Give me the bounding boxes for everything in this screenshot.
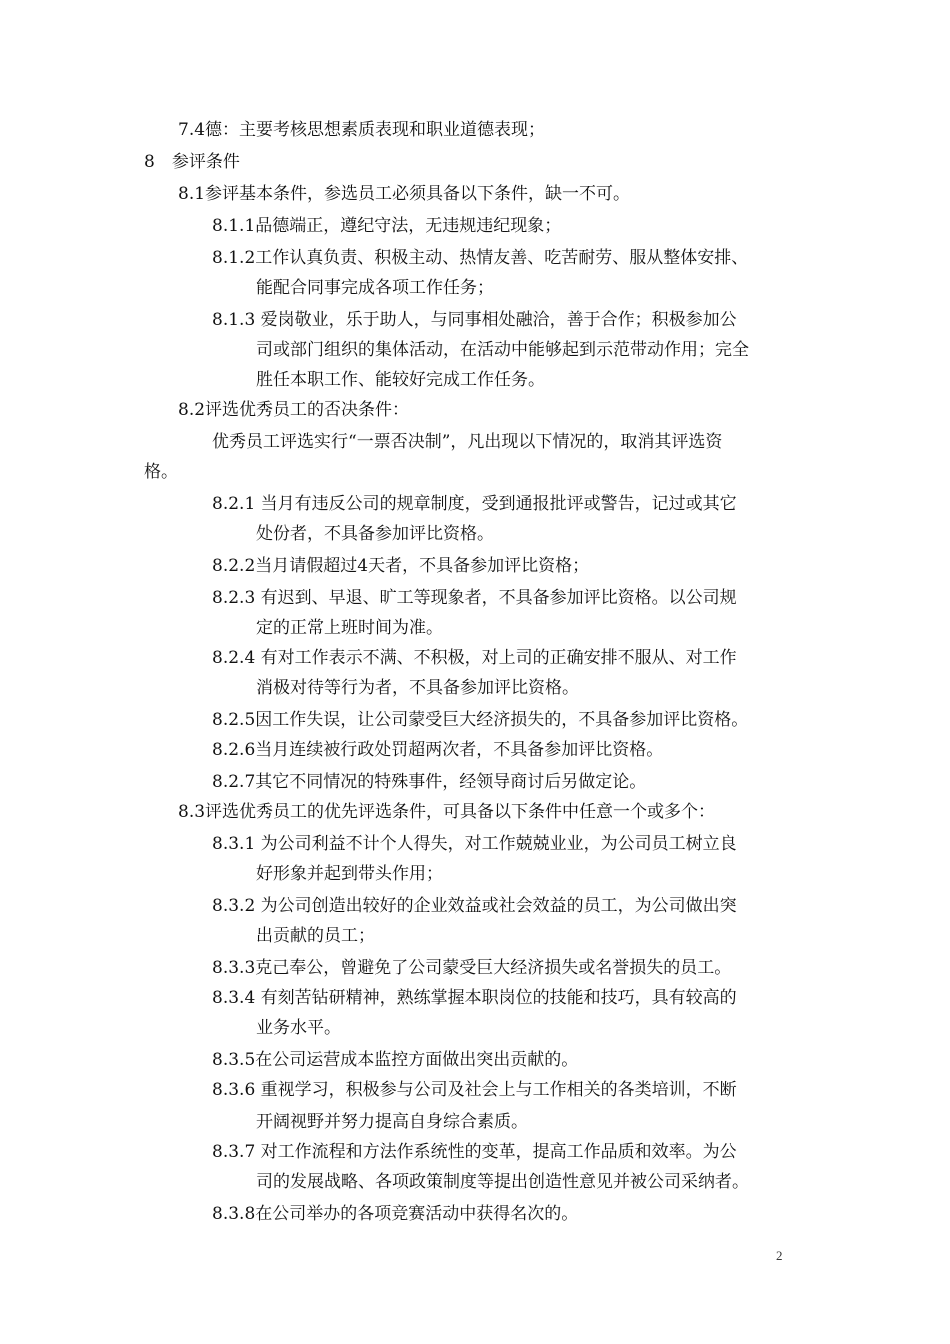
text-line: 8.3.1 为公司利益不计个人得失，对工作兢兢业业，为公司员工树立良 [212, 834, 737, 854]
text-line: 8.2.6当月连续被行政处罚超两次者，不具备参加评比资格。 [212, 740, 664, 760]
text-line: 8.2.2当月请假超过4天者，不具备参加评比资格； [212, 556, 590, 576]
text-line: 定的正常上班时间为准。 [256, 618, 443, 638]
text-line: 司或部门组织的集体活动，在活动中能够起到示范带动作用；完全 [256, 340, 749, 360]
text-line: 8.3.3克己奉公，曾避免了公司蒙受巨大经济损失或名誉损失的员工。 [212, 958, 732, 978]
text-line: 8.1参评基本条件，参选员工必须具备以下条件，缺一不可。 [178, 184, 631, 204]
text-line: 8.2.5因工作失误，让公司蒙受巨大经济损失的，不具备参加评比资格。 [212, 710, 749, 730]
text-line: 7.4德：主要考核思想素质表现和职业道德表现； [178, 120, 546, 140]
text-line: 8.3.2 为公司创造出较好的企业效益或社会效益的员工，为公司做出突 [212, 896, 737, 916]
text-line: 8.2评选优秀员工的否决条件： [178, 400, 410, 420]
text-line: 出贡献的员工； [256, 926, 375, 946]
text-line: 业务水平。 [256, 1018, 341, 1038]
text-line: 8.2.3 有迟到、早退、旷工等现象者，不具备参加评比资格。以公司规 [212, 588, 737, 608]
text-line: 开阔视野并努力提高自身综合素质。 [256, 1112, 528, 1132]
text-line: 8.2.7其它不同情况的特殊事件，经领导商讨后另做定论。 [212, 772, 647, 792]
text-line: 8.3.6 重视学习，积极参与公司及社会上与工作相关的各类培训，不断 [212, 1080, 737, 1100]
text-line: 8.3.7 对工作流程和方法作系统性的变革，提高工作品质和效率。为公 [212, 1142, 737, 1162]
text-line: 8.1.3 爱岗敬业，乐于助人，与同事相处融洽，善于合作；积极参加公 [212, 310, 737, 330]
text-line: 8.1.1品德端正，遵纪守法，无违规违纪现象； [212, 216, 562, 236]
text-line: 胜任本职工作、能较好完成工作任务。 [256, 370, 545, 390]
text-line: 处份者，不具备参加评比资格。 [256, 524, 494, 544]
text-line: 8.3评选优秀员工的优先评选条件，可具备以下条件中任意一个或多个： [178, 802, 716, 822]
text-line: 消极对待等行为者，不具备参加评比资格。 [256, 678, 579, 698]
text-line: 司的发展战略、各项政策制度等提出创造性意见并被公司采纳者。 [256, 1172, 749, 1192]
text-line: 8.3.8在公司举办的各项竞赛活动中获得名次的。 [212, 1204, 579, 1224]
section-heading: 8 参评条件 [144, 152, 240, 172]
text-line: 8.2.4 有对工作表示不满、不积极，对上司的正确安排不服从、对工作 [212, 648, 737, 668]
text-line: 8.3.4 有刻苦钻研精神，熟练掌握本职岗位的技能和技巧，具有较高的 [212, 988, 737, 1008]
text-line: 8.2.1 当月有违反公司的规章制度，受到通报批评或警告，记过或其它 [212, 494, 737, 514]
text-line: 格。 [144, 462, 178, 482]
page-number: 2 [776, 1248, 783, 1263]
text-line: 8.3.5在公司运营成本监控方面做出突出贡献的。 [212, 1050, 579, 1070]
text-line: 8.1.2工作认真负责、积极主动、热情友善、吃苦耐劳、服从整体安排、 [212, 248, 749, 268]
text-line: 能配合同事完成各项工作任务； [256, 278, 494, 298]
text-line: 优秀员工评选实行“一票否决制”，凡出现以下情况的，取消其评选资 [212, 432, 723, 452]
text-line: 好形象并起到带头作用； [256, 864, 443, 884]
